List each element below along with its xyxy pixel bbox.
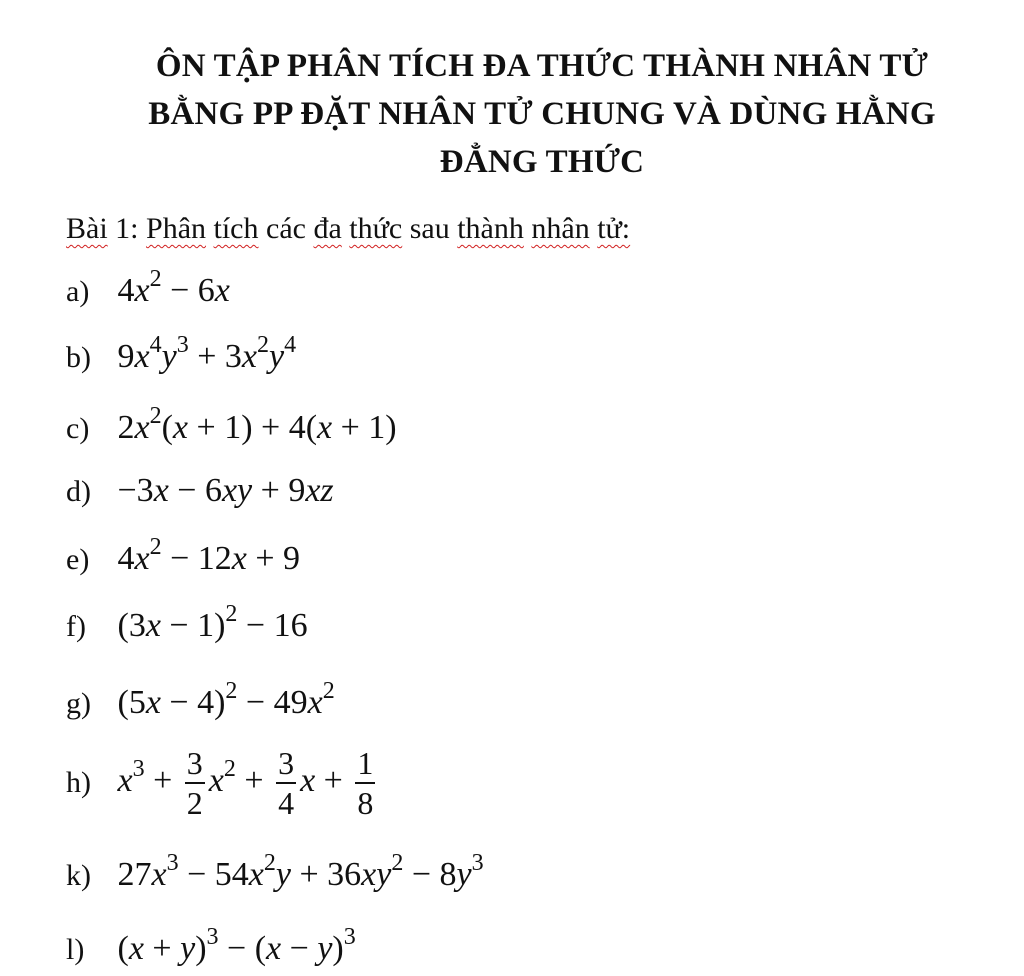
fraction: $\frac{3}{2}$ bbox=[186, 745, 203, 821]
math-expression: $(5x - 4)^2 - 49x^2$ bbox=[117, 678, 335, 721]
item-label: d) bbox=[66, 475, 91, 508]
math-expression: $27x^3 - 54x^2y + 36xy^2 - 8y^3$ bbox=[117, 850, 484, 893]
item-label: f) bbox=[66, 610, 86, 643]
math-expression: $(3x - 1)^2 - 16$ bbox=[117, 601, 308, 644]
heading-word: nhân bbox=[531, 212, 590, 245]
heading-word: thành bbox=[457, 212, 524, 245]
exercise-item-k bbox=[66, 850, 484, 894]
math-expression: $4x^2 - 6x$ bbox=[117, 266, 230, 309]
item-label: k) bbox=[66, 859, 91, 892]
exercise-item-g bbox=[66, 678, 335, 722]
fraction: $\frac{3}{4}$ bbox=[278, 745, 295, 821]
heading-word: thức bbox=[349, 212, 403, 245]
math-expression: $9x^4y^3 + 3x^2y^4$ bbox=[117, 332, 297, 375]
exercise-item-l bbox=[66, 924, 356, 968]
title-line-2: BẰNG PP ĐẶT NHÂN TỬ CHUNG VÀ DÙNG HẰNG bbox=[148, 96, 936, 132]
math-expression: $4x^2 - 12x + 9$ bbox=[117, 534, 301, 577]
heading-word: đa bbox=[313, 212, 342, 245]
heading-word: Phân bbox=[146, 212, 207, 245]
exercise-item-f bbox=[66, 601, 308, 645]
heading-word: 1: bbox=[115, 212, 139, 245]
heading-word: tích bbox=[213, 212, 259, 245]
item-label: a) bbox=[66, 275, 90, 308]
item-label: g) bbox=[66, 687, 91, 720]
item-label: h) bbox=[66, 766, 91, 799]
heading-word: tử: bbox=[597, 212, 631, 245]
exercise-item-e bbox=[66, 534, 301, 578]
math-expression: $(x + y)^3 - (x - y)^3$ bbox=[117, 924, 356, 967]
exercise-item-a bbox=[66, 266, 230, 310]
heading-word: sau bbox=[409, 212, 450, 245]
document-title bbox=[60, 42, 1024, 186]
exercise-item-d bbox=[66, 472, 334, 510]
heading-word: Bài bbox=[66, 212, 108, 245]
item-label: e) bbox=[66, 543, 90, 576]
item-label: l) bbox=[66, 933, 85, 966]
item-label: c) bbox=[66, 412, 90, 445]
exercise-item-b bbox=[66, 332, 297, 376]
title-line-3: ĐẲNG THỨC bbox=[439, 144, 645, 180]
exercise-item-c bbox=[66, 403, 397, 447]
exercise-heading bbox=[66, 212, 630, 246]
item-label: b) bbox=[66, 341, 91, 374]
math-expression: −3x − 6xy + 9xz bbox=[117, 472, 334, 509]
exercise-item-h bbox=[66, 744, 379, 822]
title-line-1: ÔN TẬP PHÂN TÍCH ĐA THỨC THÀNH NHÂN TỬ bbox=[155, 48, 929, 84]
math-expression: $x^3$ + $\frac{3}{2}$ $x^2$ + $\frac{3}{4}$ x + $\frac{1}{8}$ bbox=[117, 745, 374, 821]
fraction: $\frac{1}{8}$ bbox=[357, 745, 374, 821]
math-expression: $2x^2(x + 1) + 4(x + 1)$ bbox=[117, 403, 397, 446]
heading-word: các bbox=[266, 212, 306, 245]
